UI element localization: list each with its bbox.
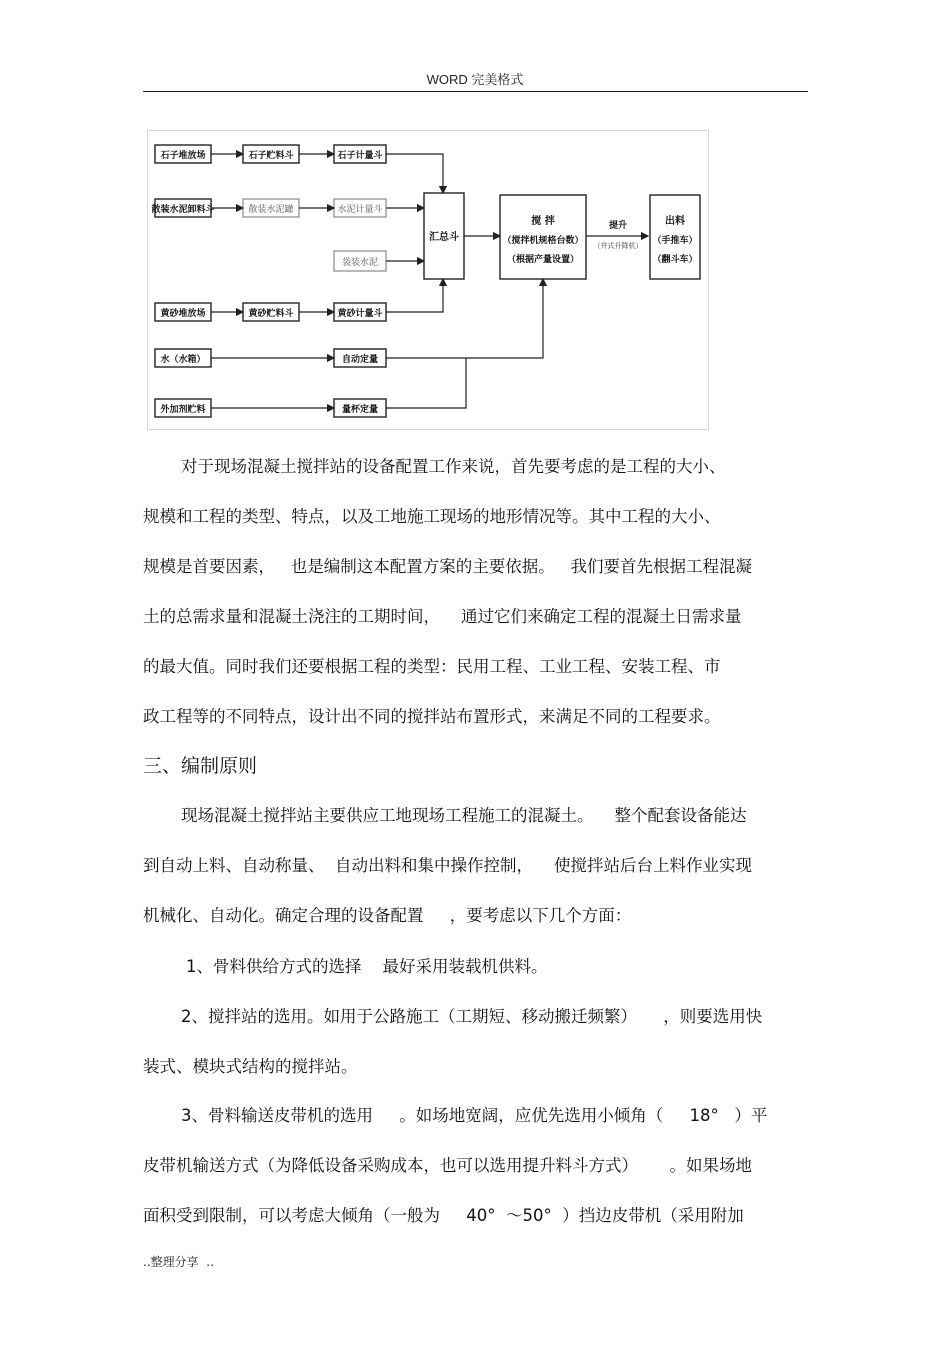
- admix-meter-label: 量杯定量: [341, 405, 379, 415]
- sand-yard-label: 黄砂堆放场: [160, 309, 206, 319]
- paragraph-line: 规模是首要因素， 也是编制这本配置方案的主要依据。 我们要首先根据工程混凝: [143, 557, 752, 576]
- paragraph-line: 到自动上料、自动称量、 自动出料和集中操作控制， 使搅拌站后台上料作业实现: [143, 856, 752, 875]
- bag-cement-label: 袋装水泥: [341, 258, 379, 268]
- paragraph-line: 土的总需求量和混凝土浇注的工期时间， 通过它们来确定工程的混凝土日需求量: [143, 607, 742, 626]
- paragraph-line: 的最大值。同时我们还要根据工程的类型：民用工程、工业工程、安装工程、市: [143, 657, 721, 676]
- admixture-label: 外加剂贮料: [160, 405, 206, 415]
- page-footer: ..整理分享 ..: [143, 1255, 214, 1269]
- paragraph-line: 面积受到限制，可以考虑大倾角（一般为 40° ～50° ）挡边皮带机（采用附加: [143, 1206, 744, 1225]
- water-label: 水（水箱）: [160, 355, 206, 365]
- paragraph-line: 装式、模块式结构的搅拌站。: [143, 1057, 358, 1076]
- mixer-title: 搅 拌: [531, 216, 555, 227]
- mixer-spec: （搅拌机规格台数）: [502, 236, 584, 246]
- lift-label: 提升: [608, 221, 628, 231]
- sand-hopper-label: 黄砂贮料斗: [248, 309, 294, 319]
- paragraph-line: 规模和工程的类型、特点，以及工地施工现场的地形情况等。其中工程的大小、: [143, 507, 721, 526]
- header-rule: [143, 91, 808, 92]
- sand-meter-label: 黄砂计量斗: [337, 309, 383, 319]
- collector-label: 汇总斗: [429, 232, 459, 243]
- process-flowchart: [147, 130, 709, 430]
- list-item: 2、搅拌站的选用。如用于公路施工（工期短、移动搬迁频繁） ，则要选用快: [181, 1007, 763, 1026]
- list-item: 1、骨料供给方式的选择 最好采用装载机供料。: [186, 957, 548, 976]
- paragraph-line: 皮带机输送方式（为降低设备采购成本，也可以选用提升料斗方式） 。如果场地: [143, 1156, 752, 1175]
- paragraph-line: 政工程等的不同特点，设计出不同的搅拌站布置形式，来满足不同的工程要求。: [143, 707, 721, 726]
- stone-hopper-label: 石子贮料斗: [248, 151, 294, 161]
- stone-meter-label: 石子计量斗: [337, 151, 383, 161]
- mixer-capacity: （根据产量设置）: [506, 255, 580, 265]
- output-dumper: （翻斗车）: [652, 255, 698, 265]
- output-cart: （手推车）: [652, 236, 698, 246]
- section-heading: 三、编制原则: [143, 755, 258, 777]
- paragraph-line: 机械化、自动化。确定合理的设备配置 ，要考虑以下几个方面：: [143, 906, 632, 925]
- paragraph-line: 对于现场混凝土搅拌站的设备配置工作来说，首先要考虑的是工程的大小、: [181, 457, 726, 476]
- cement-unload-label: 散装水泥卸料斗: [151, 205, 215, 215]
- list-item: 3、骨料输送皮带机的选用 。如场地宽阔，应优先选用小倾角（ 18° ）平: [181, 1106, 768, 1125]
- page-header: WORD 完美格式: [426, 72, 524, 87]
- output-title: 出料: [665, 216, 685, 227]
- lift-sub-label: （井式升降机）: [593, 242, 643, 250]
- stone-yard-label: 石子堆放场: [160, 151, 206, 161]
- cement-silo-label: 散装水泥罐: [248, 205, 294, 215]
- auto-meter-label: 自动定量: [341, 355, 379, 365]
- cement-meter-label: 水泥计量斗: [337, 205, 383, 215]
- paragraph-line: 现场混凝土搅拌站主要供应工地现场工程施工的混凝土。 整个配套设备能达: [181, 806, 747, 825]
